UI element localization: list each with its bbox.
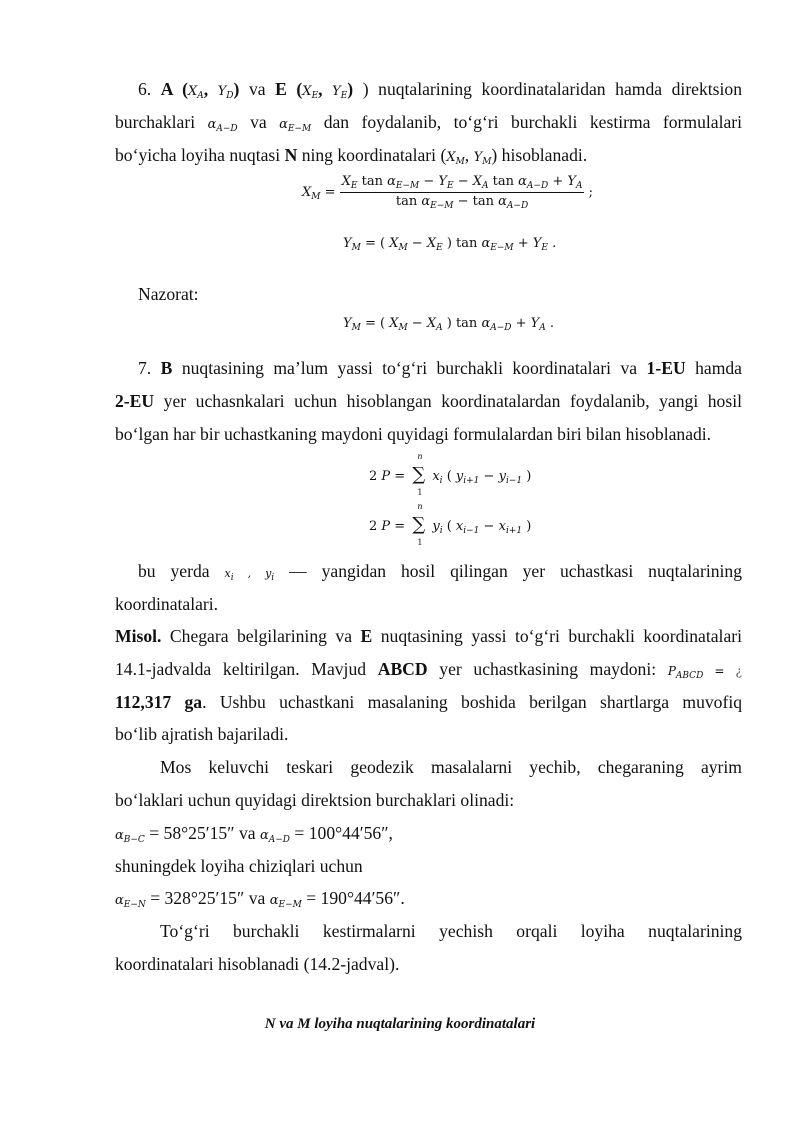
p6-line-2: burchaklari $\alpha_{A-D}$ va $\alpha_{E-M}$ dan foydalanib, to‘g‘ri burchakli kestirma formulalari [115,112,743,134]
table-caption: N va M loyiha nuqtalarining koordinatalari [264,1016,536,1032]
buyerda-line-2: koordinatalari. [115,594,219,614]
formula-ym: $Y_M$ = ( $X_M - X_E$ ) $\tan \alpha_{E-M} + Y_E$ . [343,236,557,253]
misol-line-3: 112,317 ga. Ushbu uchastkani masalaning boshida berilgan shartlarga muvofiq [115,692,742,712]
p6-line-1: 6. A ($X_A$, $Y_D$) va E ($X_E$, $Y_E$) ) nuqtalarining koordinatalaridan hamda direktsion [138,79,743,101]
p7-line-2: 2-EU yer uchasnkalari uchun hisoblangan koordinatalardan foydalanib, yangi hosil [115,391,742,411]
togri-line-1: To‘g‘ri burchakli kestirmalarni yechish orqali loyiha nuqtalarining [160,921,742,941]
formula-area-1: 2 P = ∑ n 1 $x_i$ ( $y_{i+1} - y_{i-1}$ ) [369,452,532,497]
misol-line-2: 14.1-jadvalda keltirilgan. Mavjud ABCD yer uchastkasining maydoni: $P_{ABCD}$ = ¿ [115,659,742,681]
togri-line-2: koordinatalari hisoblanadi (14.2-jadval). [115,954,400,974]
mos-line-1: Mos keluvchi teskari geodezik masalalarni yechib, chegaraning ayrim [160,757,742,777]
mos-line-4: shuningdek loyiha chiziqlari uchun [115,856,363,876]
mos-line-5: $\alpha_{E-N} = 328^\circ 25'15''$ va $\alpha_{E-M} = 190^\circ 44'56''$. [115,888,405,910]
misol-line-1: Misol. Chegara belgilarining va E nuqtasining yassi to‘g‘ri burchakli koordinatalari [115,626,743,646]
p7-line-3: bo‘lgan har bir uchastkaning maydoni quyidagi formulalardan biri bilan hisoblanadi. [115,424,712,444]
formula-xm: $X_M$ = $\frac{X_E \tan \alpha_{E-M} - Y_E - X_A \tan \alpha_{A-D} + Y_A}{\tan \alpha_{E-M} - \tan \alpha_{A-D}}$ ; [302,174,593,211]
misol-line-4: bo‘lib ajratish bajariladi. [115,724,289,744]
mos-line-3: $\alpha_{B-C} = 58^\circ 25'15''$ va $\alpha_{A-D} = 100^\circ 44'56''$, [115,823,393,845]
p6-line-3: bo‘yicha loyiha nuqtasi N ning koordinatalari ($X_M$, $Y_M$) hisoblanadi. [115,145,588,167]
mos-line-2: bo‘laklari uchun quyidagi direktsion burchaklari olinadi: [115,790,515,810]
p7-line-1: 7. B nuqtasining ma’lum yassi to‘g‘ri burchakli koordinatalari va 1-EU hamda [138,358,742,378]
formula-check: $Y_M$ = ( $X_M - X_A$ ) $\tan \alpha_{A-D} + Y_A$ . [343,316,555,333]
buyerda-line-1: bu yerda $x_i$ , $y_i$ — yangidan hosil qilingan yer uchastkasi nuqtalarining [138,561,742,583]
formula-area-2: 2 P = ∑ n 1 $y_i$ ( $x_{i-1} - x_{i+1}$ ) [369,502,532,547]
nazorat-label: Nazorat: [138,284,199,304]
